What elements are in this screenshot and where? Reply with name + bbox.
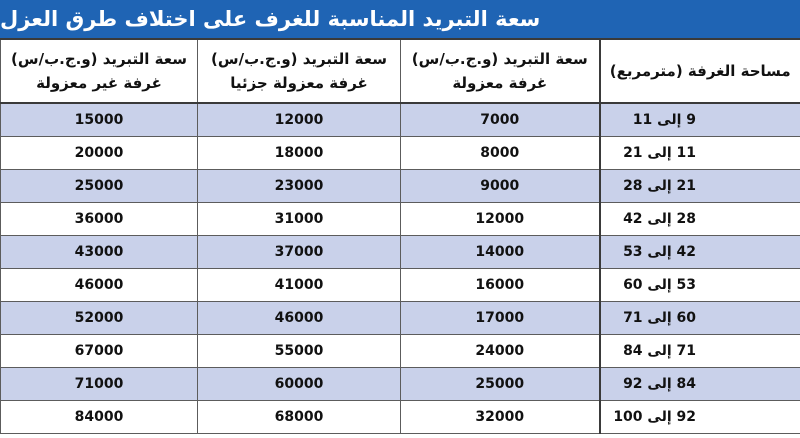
cell-partially-insulated: 68000: [198, 401, 401, 434]
header-uninsulated-line1: سعة التبريد (و.ج.ب/س): [11, 50, 187, 68]
cell-partially-insulated: 31000: [198, 203, 401, 236]
header-area-line1: مساحة الغرفة (مترمربع): [609, 62, 791, 80]
cell-uninsulated: 84000: [1, 401, 198, 434]
header-row: [1, 39, 800, 103]
cell-partially-insulated: 12000: [198, 103, 401, 137]
cell-insulated: 25000: [401, 368, 600, 401]
table-row: [1, 368, 800, 401]
header-uninsulated-line2: غرفة غير معزولة: [36, 74, 162, 92]
cell-insulated: 9000: [401, 170, 600, 203]
cell-room-area: 53 إلى 60: [600, 269, 800, 302]
cell-uninsulated: 15000: [1, 103, 198, 137]
cell-partially-insulated: 60000: [198, 368, 401, 401]
cell-room-area: 11 إلى 21: [600, 137, 800, 170]
cell-uninsulated: 71000: [1, 368, 198, 401]
cell-insulated: 8000: [401, 137, 600, 170]
cell-insulated: 32000: [401, 401, 600, 434]
cell-insulated: 24000: [401, 335, 600, 368]
cell-uninsulated: 20000: [1, 137, 198, 170]
header-partially-insulated-room: [198, 39, 401, 103]
table-row: [1, 236, 800, 269]
table-row: [1, 302, 800, 335]
cell-room-area: 71 إلى 84: [600, 335, 800, 368]
cell-insulated: 16000: [401, 269, 600, 302]
header-insulated-room: [401, 39, 600, 103]
cell-partially-insulated: 41000: [198, 269, 401, 302]
header-insulated-line2: غرفة معزولة: [452, 74, 548, 92]
table-row: [1, 103, 800, 137]
header-uninsulated-room: [1, 39, 198, 103]
cell-room-area: 28 إلى 42: [600, 203, 800, 236]
cell-room-area: 9 إلى 11: [600, 103, 800, 137]
cooling-capacity-table: [0, 38, 800, 434]
cell-partially-insulated: 55000: [198, 335, 401, 368]
cell-room-area: 92 إلى 100: [600, 401, 800, 434]
table-body: [1, 103, 800, 434]
cell-insulated: 7000: [401, 103, 600, 137]
table-title: سعة التبريد المناسبة للغرف على اختلاف طرق العزل: [0, 0, 800, 38]
cell-room-area: 60 إلى 71: [600, 302, 800, 335]
header-room-area: [600, 39, 800, 103]
cell-room-area: 42 إلى 53: [600, 236, 800, 269]
cell-uninsulated: 36000: [1, 203, 198, 236]
table-row: [1, 170, 800, 203]
cell-partially-insulated: 37000: [198, 236, 401, 269]
cell-partially-insulated: 23000: [198, 170, 401, 203]
table-header: [1, 39, 800, 103]
cell-room-area: 84 إلى 92: [600, 368, 800, 401]
table-row: [1, 137, 800, 170]
header-partially-line2: غرفة معزولة جزئيا: [230, 74, 368, 92]
header-partially-line1: سعة التبريد (و.ج.ب/س): [211, 50, 387, 68]
cell-uninsulated: 52000: [1, 302, 198, 335]
header-insulated-line1: سعة التبريد (و.ج.ب/س): [411, 50, 588, 68]
table-row: [1, 401, 800, 434]
cell-partially-insulated: 46000: [198, 302, 401, 335]
cell-uninsulated: 46000: [1, 269, 198, 302]
cell-insulated: 14000: [401, 236, 600, 269]
cell-uninsulated: 43000: [1, 236, 198, 269]
cell-uninsulated: 25000: [1, 170, 198, 203]
cell-uninsulated: 67000: [1, 335, 198, 368]
table-row: [1, 203, 800, 236]
cell-insulated: 17000: [401, 302, 600, 335]
table-row: [1, 335, 800, 368]
cell-insulated: 12000: [401, 203, 600, 236]
table-row: [1, 269, 800, 302]
cell-partially-insulated: 18000: [198, 137, 401, 170]
cell-room-area: 21 إلى 28: [600, 170, 800, 203]
